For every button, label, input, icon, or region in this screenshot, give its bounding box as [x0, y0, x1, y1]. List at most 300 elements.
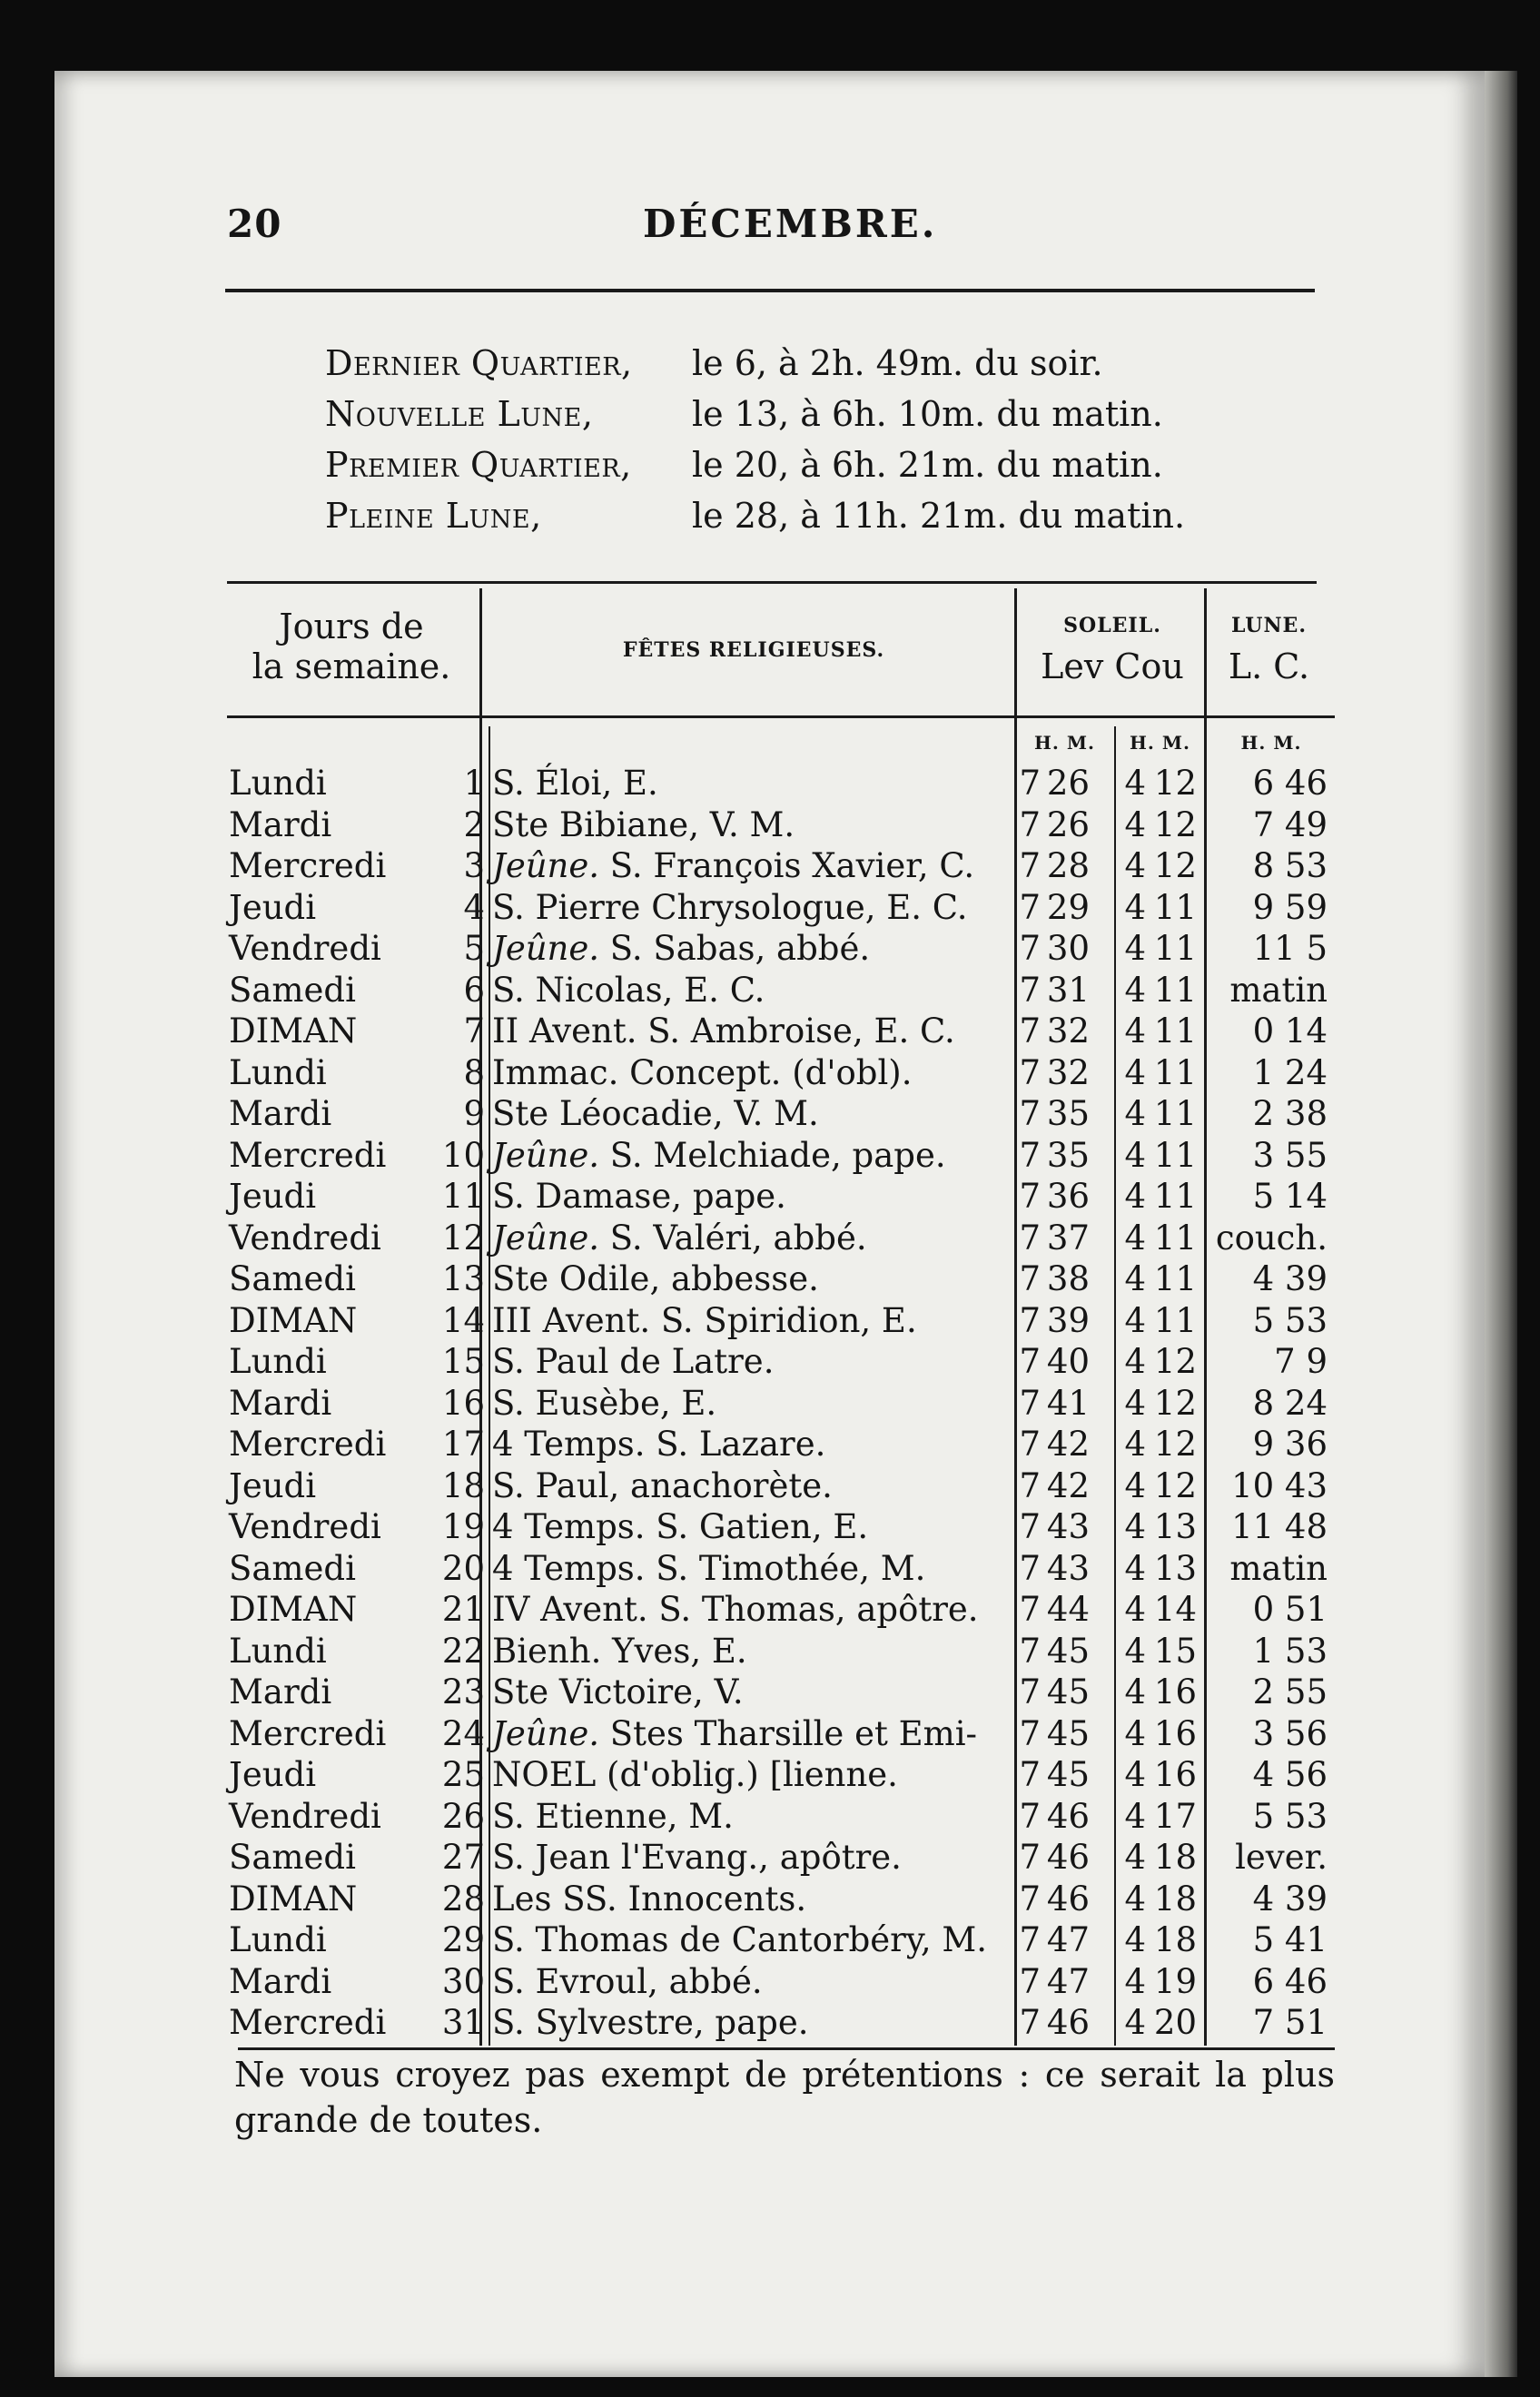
feast-cell: [492, 1465, 833, 1506]
sun-rise-minute: 26: [1046, 764, 1090, 803]
sun-rise-minute: 46: [1046, 1838, 1090, 1877]
sun-set-hour: 4: [1124, 1548, 1146, 1588]
day-cell: Mardi: [229, 1094, 332, 1133]
feast-italic: Jeûne.: [492, 1218, 600, 1258]
moon-cell: 6 46: [1252, 1961, 1328, 2001]
sun-rise-hour: 7: [1019, 1755, 1041, 1794]
table-head-rule: [227, 715, 1335, 718]
sun-rise-hour: 7: [1019, 887, 1041, 927]
date-cell: 4: [463, 887, 485, 927]
moon-cell: 4 39: [1252, 1879, 1328, 1919]
sun-set-hour: 4: [1124, 1961, 1146, 2001]
table-row: [0, 1713, 1540, 1755]
sun-rise-hour: 7: [1019, 1011, 1041, 1051]
feast-text: Ste Victoire, V.: [492, 1672, 744, 1711]
date-cell: 7: [463, 1011, 485, 1051]
header-fetes: FÊTES RELIGIEUSES.: [622, 638, 885, 662]
moon-cell: 5 53: [1252, 1300, 1328, 1340]
moon-cell: 3 55: [1252, 1135, 1328, 1175]
sun-set-minute: 11: [1153, 1300, 1197, 1340]
calendar-rows: [0, 763, 1540, 2044]
sun-set-hour: 4: [1124, 929, 1146, 968]
phase-date: le 6, à 2h. 49m. du soir.: [692, 343, 1103, 383]
feast-cell: [492, 928, 870, 969]
date-cell: 3: [463, 846, 485, 885]
table-row: [0, 1506, 1540, 1548]
sun-set-minute: 12: [1153, 1383, 1197, 1423]
moon-cell: 8 24: [1252, 1383, 1328, 1423]
feast-cell: [492, 1011, 955, 1051]
sun-set-hour: 4: [1124, 1094, 1146, 1133]
moon-cell: matin: [1229, 1548, 1328, 1588]
sun-set-hour: 4: [1124, 1342, 1146, 1381]
date-cell: 20: [441, 1548, 485, 1588]
feast-text: S. François Xavier, C.: [599, 846, 975, 885]
date-cell: 5: [463, 929, 485, 968]
sun-rise-hour: 7: [1019, 1879, 1041, 1919]
feast-text: S. Thomas de Cantorbéry, M.: [492, 1920, 988, 1959]
page-number: 20: [227, 202, 282, 246]
feast-text: S. Melchiade, pape.: [599, 1135, 946, 1175]
sun-set-minute: 11: [1153, 1177, 1197, 1216]
sun-rise-hour: 7: [1019, 1300, 1041, 1340]
moon-cell: 4 39: [1252, 1259, 1328, 1298]
moon-cell: 4 56: [1252, 1755, 1328, 1794]
phase-date: le 20, à 6h. 21m. du matin.: [692, 445, 1163, 485]
sun-set-hour: 4: [1124, 1259, 1146, 1298]
moon-cell: 7 51: [1252, 2003, 1328, 2042]
feast-cell: [492, 1961, 763, 2002]
table-row: [0, 970, 1540, 1011]
sun-rise-minute: 45: [1046, 1713, 1090, 1753]
sun-rise-minute: 29: [1046, 887, 1090, 927]
header-hm-coucher: H. M.: [1130, 732, 1190, 754]
feast-text: S. Valéri, abbé.: [599, 1218, 867, 1258]
moon-cell: 0 14: [1252, 1011, 1328, 1051]
table-row: [0, 1796, 1540, 1838]
feast-cell: [492, 1300, 917, 1341]
sun-rise-minute: 32: [1046, 1052, 1090, 1092]
sun-set-minute: 16: [1153, 1672, 1197, 1711]
moon-cell: 9 36: [1252, 1425, 1328, 1464]
sun-rise-hour: 7: [1019, 1425, 1041, 1464]
sun-set-minute: 20: [1153, 2003, 1197, 2042]
date-cell: 27: [441, 1838, 485, 1877]
sun-set-hour: 4: [1124, 1838, 1146, 1877]
sun-set-minute: 12: [1153, 846, 1197, 885]
date-cell: 28: [441, 1879, 485, 1919]
moon-cell: 11 48: [1231, 1507, 1328, 1546]
sun-set-minute: 11: [1153, 1135, 1197, 1175]
table-row: [0, 928, 1540, 970]
sun-set-hour: 4: [1124, 2003, 1146, 2042]
moon-cell: 8 53: [1252, 846, 1328, 885]
sun-set-minute: 15: [1153, 1631, 1197, 1671]
sun-set-minute: 13: [1153, 1507, 1197, 1546]
sun-set-hour: 4: [1124, 887, 1146, 927]
day-cell: Lundi: [229, 1342, 327, 1381]
moon-cell: 1 53: [1252, 1631, 1328, 1671]
moon-cell: 2 38: [1252, 1094, 1328, 1133]
day-cell: Mardi: [229, 1961, 332, 2001]
moon-cell: matin: [1229, 970, 1328, 1010]
day-cell: Mercredi: [229, 2003, 387, 2042]
table-row: [0, 1424, 1540, 1465]
table-row: [0, 1093, 1540, 1135]
feast-italic: Jeûne.: [492, 1713, 600, 1753]
header-hm-lune: H. M.: [1240, 732, 1302, 754]
sun-rise-hour: 7: [1019, 1094, 1041, 1133]
feast-italic: Jeûne.: [492, 846, 600, 885]
sun-rise-minute: 37: [1046, 1218, 1090, 1258]
day-cell: DIMAN: [229, 1590, 358, 1629]
day-cell: Mercredi: [229, 846, 387, 885]
feast-text: S. Paul de Latre.: [492, 1342, 775, 1381]
sun-rise-hour: 7: [1019, 1796, 1041, 1836]
date-cell: 26: [441, 1796, 485, 1836]
sun-set-minute: 11: [1153, 929, 1197, 968]
table-row: [0, 1879, 1540, 1920]
feast-cell: [492, 1631, 747, 1672]
feast-cell: [492, 1093, 819, 1134]
day-cell: Jeudi: [229, 1755, 317, 1794]
sun-rise-hour: 7: [1019, 970, 1041, 1010]
sun-rise-minute: 44: [1046, 1590, 1090, 1629]
table-row: [0, 1919, 1540, 1961]
day-cell: Lundi: [229, 1631, 327, 1671]
phase-name: Nouvelle Lune,: [325, 394, 594, 434]
feast-text: Ste Léocadie, V. M.: [492, 1094, 819, 1133]
feast-cell: [492, 1796, 734, 1837]
table-row: [0, 1589, 1540, 1631]
sun-set-hour: 4: [1124, 1218, 1146, 1258]
date-cell: 19: [441, 1507, 485, 1546]
table-row: [0, 1218, 1540, 1259]
month-title: DÉCEMBRE.: [643, 202, 938, 246]
feast-text: Bienh. Yves, E.: [492, 1631, 747, 1671]
sun-rise-hour: 7: [1019, 1177, 1041, 1216]
sun-set-hour: 4: [1124, 1755, 1146, 1794]
table-row: [0, 1300, 1540, 1342]
sun-rise-hour: 7: [1019, 1838, 1041, 1877]
day-cell: Lundi: [229, 764, 327, 803]
sun-rise-hour: 7: [1019, 764, 1041, 803]
feast-cell: [492, 1879, 806, 1919]
feast-text: S. Sabas, abbé.: [599, 929, 871, 968]
feast-cell: [492, 970, 765, 1011]
sun-set-hour: 4: [1124, 1796, 1146, 1836]
day-cell: Vendredi: [229, 1507, 381, 1546]
sun-set-minute: 17: [1153, 1796, 1197, 1836]
feast-text: S. Evroul, abbé.: [492, 1961, 763, 2001]
sun-set-hour: 4: [1124, 804, 1146, 844]
sun-rise-hour: 7: [1019, 1383, 1041, 1423]
table-row: [0, 1341, 1540, 1383]
feast-text: S. Jean l'Evang., apôtre.: [492, 1838, 902, 1877]
sun-set-hour: 4: [1124, 1383, 1146, 1423]
feast-text: S. Paul, anachorète.: [492, 1465, 833, 1505]
feast-text: IV Avent. S. Thomas, apôtre.: [492, 1590, 979, 1629]
sun-rise-minute: 46: [1046, 2003, 1090, 2042]
sun-rise-minute: 42: [1046, 1425, 1090, 1464]
feast-text: III Avent. S. Spiridion, E.: [492, 1300, 917, 1340]
moon-cell: 9 59: [1252, 887, 1328, 927]
header-jours-line2: la semaine.: [252, 646, 451, 686]
sun-set-hour: 4: [1124, 1672, 1146, 1711]
feast-cell: [492, 2002, 808, 2043]
sun-set-minute: 14: [1153, 1590, 1197, 1629]
date-cell: 6: [463, 970, 485, 1010]
sun-set-minute: 11: [1153, 1094, 1197, 1133]
date-cell: 29: [441, 1920, 485, 1959]
day-cell: DIMAN: [229, 1011, 358, 1051]
day-cell: Jeudi: [229, 1177, 317, 1216]
header-hm-lever: H. M.: [1034, 732, 1095, 754]
day-cell: Vendredi: [229, 929, 381, 968]
day-cell: Mardi: [229, 1672, 332, 1711]
sun-rise-minute: 45: [1046, 1755, 1090, 1794]
sun-rise-minute: 30: [1046, 929, 1090, 968]
date-cell: 8: [463, 1052, 485, 1092]
feast-cell: [492, 845, 974, 886]
footer-maxim: Ne vous croyez pas exempt de prétentions : ce serait la plus grande de toutes.: [234, 2055, 1335, 2140]
sun-rise-hour: 7: [1019, 2003, 1041, 2042]
table-row: [0, 1548, 1540, 1590]
sun-set-hour: 4: [1124, 1011, 1146, 1051]
sun-rise-minute: 46: [1046, 1796, 1090, 1836]
moon-cell: lever.: [1235, 1838, 1328, 1877]
feast-cell: [492, 1135, 946, 1176]
feast-text: Ste Bibiane, V. M.: [492, 804, 795, 844]
feast-text: 4 Temps. S. Lazare.: [492, 1425, 826, 1464]
header-soleil: SOLEIL.: [1063, 614, 1161, 637]
table-row: [0, 1465, 1540, 1507]
table-row: [0, 2002, 1540, 2044]
sun-rise-hour: 7: [1019, 1713, 1041, 1753]
sun-rise-minute: 28: [1046, 846, 1090, 885]
table-row: [0, 1961, 1540, 2003]
day-cell: Samedi: [229, 1838, 356, 1877]
date-cell: 22: [441, 1631, 485, 1671]
sun-set-minute: 13: [1153, 1548, 1197, 1588]
feast-cell: [492, 1383, 716, 1424]
feast-text: S. Sylvestre, pape.: [492, 2003, 809, 2042]
feast-text: Ste Odile, abbesse.: [492, 1259, 819, 1298]
date-cell: 16: [441, 1383, 485, 1423]
sun-rise-hour: 7: [1019, 1259, 1041, 1298]
sun-set-hour: 4: [1124, 1507, 1146, 1546]
day-cell: DIMAN: [229, 1879, 358, 1919]
sun-rise-minute: 36: [1046, 1177, 1090, 1216]
feast-cell: [492, 1258, 819, 1299]
sun-set-hour: 4: [1124, 1590, 1146, 1629]
sun-set-hour: 4: [1124, 970, 1146, 1010]
feast-text: S. Éloi, E.: [492, 764, 658, 803]
header-jours-line1: Jours de: [279, 607, 424, 646]
header-rule: [225, 289, 1315, 292]
phase-date: le 28, à 11h. 21m. du matin.: [692, 496, 1186, 536]
sun-set-hour: 4: [1124, 1135, 1146, 1175]
sun-set-minute: 18: [1153, 1838, 1197, 1877]
table-row: [0, 1011, 1540, 1052]
day-cell: Mercredi: [229, 1425, 387, 1464]
sun-set-hour: 4: [1124, 764, 1146, 803]
sun-rise-minute: 35: [1046, 1135, 1090, 1175]
sun-set-minute: 16: [1153, 1713, 1197, 1753]
day-cell: Lundi: [229, 1920, 327, 1959]
feast-cell: [492, 887, 968, 928]
sun-set-minute: 11: [1153, 1218, 1197, 1258]
date-cell: 24: [441, 1713, 485, 1753]
sun-rise-hour: 7: [1019, 1218, 1041, 1258]
sun-rise-minute: 26: [1046, 804, 1090, 844]
sun-rise-hour: 7: [1019, 1342, 1041, 1381]
feast-cell: [492, 763, 658, 804]
feast-italic: Jeûne.: [492, 1135, 600, 1175]
moon-cell: 7 9: [1274, 1342, 1328, 1381]
sun-set-minute: 12: [1153, 1425, 1197, 1464]
table-row: [0, 1052, 1540, 1094]
header-jours: [238, 607, 465, 686]
day-cell: Vendredi: [229, 1796, 381, 1836]
date-cell: 13: [441, 1259, 485, 1298]
feast-text: S. Nicolas, E. C.: [492, 970, 765, 1010]
header-soleil-sub: Lev Cou: [1041, 646, 1184, 686]
feast-cell: [492, 1672, 744, 1712]
feast-cell: [492, 1713, 977, 1754]
day-cell: Lundi: [229, 1052, 327, 1092]
sun-rise-minute: 46: [1046, 1879, 1090, 1919]
feast-text: Immac. Concept. (d'obl).: [492, 1052, 913, 1092]
sun-rise-minute: 39: [1046, 1300, 1090, 1340]
feast-cell: [492, 804, 795, 845]
feast-cell: [492, 1218, 867, 1258]
sun-set-hour: 4: [1124, 1300, 1146, 1340]
table-row: [0, 1631, 1540, 1672]
feast-text: S. Damase, pape.: [492, 1177, 786, 1216]
table-row: [0, 1383, 1540, 1425]
sun-set-hour: 4: [1124, 1713, 1146, 1753]
date-cell: 25: [441, 1755, 485, 1794]
sun-set-minute: 11: [1153, 1259, 1197, 1298]
sun-set-minute: 16: [1153, 1755, 1197, 1794]
sun-rise-hour: 7: [1019, 1590, 1041, 1629]
sun-set-minute: 19: [1153, 1961, 1197, 2001]
header-lune: LUNE.: [1231, 614, 1307, 637]
feast-cell: [492, 1837, 902, 1878]
sun-set-hour: 4: [1124, 1631, 1146, 1671]
header-lune-sub: L. C.: [1228, 646, 1310, 686]
date-cell: 23: [441, 1672, 485, 1711]
sun-rise-minute: 40: [1046, 1342, 1090, 1381]
feast-cell: [492, 1052, 912, 1093]
table-row: [0, 1837, 1540, 1879]
date-cell: 1: [463, 764, 485, 803]
sun-set-minute: 11: [1153, 1052, 1197, 1092]
moon-cell: 5 53: [1252, 1796, 1328, 1836]
sun-rise-hour: 7: [1019, 1920, 1041, 1959]
sun-set-minute: 12: [1153, 1342, 1197, 1381]
day-cell: Vendredi: [229, 1218, 381, 1258]
day-cell: Mercredi: [229, 1135, 387, 1175]
sun-rise-hour: 7: [1019, 1631, 1041, 1671]
day-cell: Samedi: [229, 1548, 356, 1588]
sun-set-minute: 11: [1153, 970, 1197, 1010]
day-cell: Jeudi: [229, 887, 317, 927]
moon-cell: 3 56: [1252, 1713, 1328, 1753]
sun-rise-minute: 43: [1046, 1507, 1090, 1546]
sun-rise-minute: 41: [1046, 1383, 1090, 1423]
feast-italic: Jeûne.: [492, 929, 600, 968]
feast-cell: [492, 1754, 898, 1795]
date-cell: 31: [441, 2003, 485, 2042]
sun-rise-hour: 7: [1019, 929, 1041, 968]
sun-set-hour: 4: [1124, 1052, 1146, 1092]
feast-text: Stes Tharsille et Emi-: [599, 1713, 978, 1753]
feast-text: S. Etienne, M.: [492, 1796, 734, 1836]
date-cell: 12: [441, 1218, 485, 1258]
table-row: [0, 1754, 1540, 1796]
sun-set-hour: 4: [1124, 846, 1146, 885]
sun-set-minute: 12: [1153, 804, 1197, 844]
moon-cell: 2 55: [1252, 1672, 1328, 1711]
sun-rise-hour: 7: [1019, 1548, 1041, 1588]
feast-cell: [492, 1506, 868, 1547]
feast-cell: [492, 1589, 979, 1630]
date-cell: 14: [441, 1300, 485, 1340]
sun-rise-minute: 43: [1046, 1548, 1090, 1588]
sun-rise-hour: 7: [1019, 1672, 1041, 1711]
sun-rise-hour: 7: [1019, 846, 1041, 885]
table-top-rule: [227, 581, 1317, 584]
feast-text: S. Eusèbe, E.: [492, 1383, 717, 1423]
date-cell: 18: [441, 1465, 485, 1505]
date-cell: 11: [441, 1177, 485, 1216]
feast-cell: [492, 1176, 786, 1217]
feast-text: NOEL (d'oblig.) [lienne.: [492, 1755, 898, 1794]
moon-cell: 11 5: [1252, 929, 1328, 968]
feast-cell: [492, 1919, 987, 1960]
phase-name: Premier Quartier,: [325, 445, 632, 485]
table-row: [0, 1258, 1540, 1300]
day-cell: Mardi: [229, 804, 332, 844]
sun-set-minute: 12: [1153, 1465, 1197, 1505]
day-cell: DIMAN: [229, 1300, 358, 1340]
sun-set-minute: 12: [1153, 764, 1197, 803]
moon-cell: 1 24: [1252, 1052, 1328, 1092]
day-cell: Jeudi: [229, 1465, 317, 1505]
sun-rise-minute: 42: [1046, 1465, 1090, 1505]
moon-cell: 10 43: [1231, 1465, 1328, 1505]
feast-text: II Avent. S. Ambroise, E. C.: [492, 1011, 955, 1051]
sun-rise-hour: 7: [1019, 1135, 1041, 1175]
date-cell: 2: [463, 804, 485, 844]
sun-set-minute: 18: [1153, 1920, 1197, 1959]
sun-rise-minute: 45: [1046, 1672, 1090, 1711]
sun-rise-minute: 38: [1046, 1259, 1090, 1298]
table-row: [0, 763, 1540, 804]
moon-cell: couch.: [1215, 1218, 1328, 1258]
phase-date: le 13, à 6h. 10m. du matin.: [692, 394, 1163, 434]
table-bottom-rule: [238, 2047, 1335, 2050]
feast-text: Les SS. Innocents.: [492, 1879, 807, 1919]
date-cell: 15: [441, 1342, 485, 1381]
sun-set-hour: 4: [1124, 1879, 1146, 1919]
date-cell: 17: [441, 1425, 485, 1464]
sun-set-hour: 4: [1124, 1177, 1146, 1216]
table-row: [0, 887, 1540, 929]
date-cell: 9: [463, 1094, 485, 1133]
